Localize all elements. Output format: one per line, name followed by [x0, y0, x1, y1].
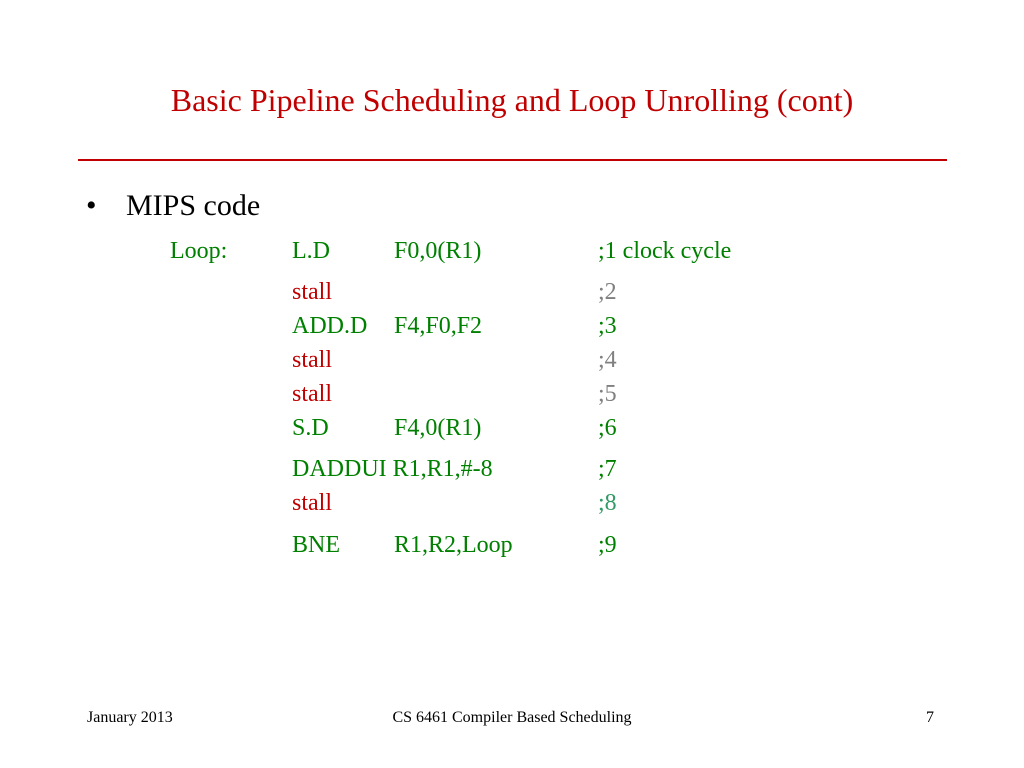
slide-title: Basic Pipeline Scheduling and Loop Unrolling (cont) [170, 82, 854, 118]
code-line-5 [0, 380, 1024, 408]
title-divider [78, 159, 947, 161]
code-comment: ;5 [598, 381, 617, 407]
code-line-2 [0, 278, 1024, 306]
code-args: R1,R2,Loop [394, 532, 513, 558]
code-line-8 [0, 489, 1024, 517]
code-op: S.D [292, 415, 329, 441]
code-comment: ;8 [598, 490, 617, 516]
code-op: stall [292, 347, 332, 373]
code-comment: ;4 [598, 347, 617, 373]
code-op: ADD.D [292, 313, 368, 339]
code-op: stall [292, 381, 332, 407]
code-line-9 [0, 531, 1024, 559]
footer-course: CS 6461 Compiler Based Scheduling [392, 709, 632, 726]
code-op: L.D [292, 238, 330, 264]
code-comment: ;3 [598, 313, 617, 339]
code-line-4 [0, 346, 1024, 374]
code-line-7 [0, 455, 1024, 483]
footer-page-number: 7 [926, 709, 934, 726]
code-comment: ;9 [598, 532, 617, 558]
code-op: BNE [292, 532, 340, 558]
code-op: stall [292, 490, 332, 516]
footer-date: January 2013 [87, 709, 173, 726]
code-op: stall [292, 279, 332, 305]
code-comment: ;2 [598, 279, 617, 305]
code-args: F4,F0,F2 [394, 313, 483, 339]
code-args: F0,0(R1) [394, 238, 482, 264]
code-line-1 [0, 237, 1024, 265]
bullet-text: MIPS code [126, 189, 261, 222]
code-comment: ;6 [598, 415, 617, 441]
code-args: F4,0(R1) [394, 415, 482, 441]
code-label: Loop: [170, 238, 228, 264]
code-line-3 [0, 312, 1024, 340]
code-line-6 [0, 414, 1024, 442]
code-comment: ;7 [598, 456, 617, 482]
code-op: DADDUI R1,R1,#-8 [292, 456, 493, 482]
bullet-dot: • [86, 189, 97, 222]
code-comment: ;1 clock cycle [598, 238, 732, 264]
